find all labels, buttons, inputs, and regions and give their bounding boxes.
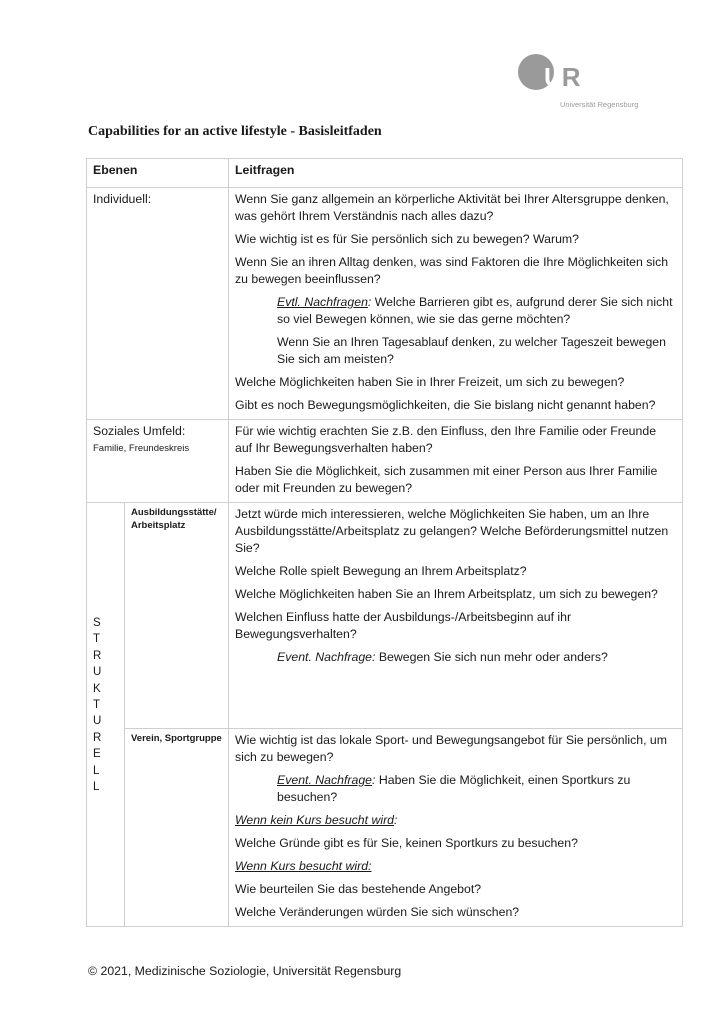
question: Wie beurteilen Sie das bestehende Angebot? <box>235 882 482 896</box>
label-arbeit: Ausbildungsstätte/ Arbeitsplatz <box>125 503 229 729</box>
question: Welche Möglichkeiten haben Sie in Ihrer Freizeit, um sich zu bewegen? <box>235 375 625 389</box>
vertical-letter: T <box>93 633 101 646</box>
vertical-letter: R <box>93 649 102 662</box>
question: Welche Veränderungen würden Sie sich wünschen? <box>235 905 520 919</box>
questions-individuell <box>229 188 683 420</box>
vertical-letter: L <box>93 781 100 794</box>
header-leitfragen: Leitfragen <box>229 159 683 188</box>
condition-label: Wenn kein Kurs besucht wird: <box>235 813 398 827</box>
vertical-letter: K <box>93 682 101 695</box>
footer-copyright: © 2021, Medizinische Soziologie, Universität Regensburg <box>88 964 402 978</box>
question: Für wie wichtig erachten Sie z.B. den Einfluss, den Ihre Familie oder Freunde auf Ihr Bewegungsverhalten haben? <box>235 424 657 455</box>
question: Wenn Sie ganz allgemein an körperliche Aktivität bei Ihrer Altersgruppe denken, was gehört Ihrem Verständnis nach alles dazu? <box>235 192 669 223</box>
vertical-letters <box>87 503 124 795</box>
question: Welche Möglichkeiten haben Sie an Ihrem Arbeitsplatz, um sich zu bewegen? <box>235 587 658 601</box>
logo-letters: UR <box>544 62 580 92</box>
followup-question: Event. Nachfrage: Haben Sie die Möglichkeit, einen Sportkurs zu besuchen? <box>277 773 631 804</box>
vertical-letter: E <box>93 748 101 761</box>
followup-question: Evtl. Nachfragen: Welche Barrieren gibt es, aufgrund derer Sie sich nicht so viel Bewegen können, wie sie das gerne möchten? <box>277 295 673 326</box>
vertical-letter: L <box>93 764 100 777</box>
question: Wie wichtig ist das lokale Sport- und Bewegungsangebot für Sie persönlich, um sich zu bewegen? <box>235 733 667 764</box>
vertical-letter: S <box>93 617 101 629</box>
question: Gibt es noch Bewegungsmöglichkeiten, die Sie bislang nicht genannt haben? <box>235 398 656 412</box>
label-individuell: Individuell: <box>87 188 229 420</box>
header-ebenen: Ebenen <box>87 159 229 188</box>
vertical-letter: R <box>93 731 102 744</box>
university-logo <box>516 52 646 112</box>
question: Welche Gründe gibt es für Sie, keinen Sportkurs zu besuchen? <box>235 836 578 850</box>
questions-verein <box>229 729 683 927</box>
vertical-letter: T <box>93 699 101 712</box>
row-arbeit <box>87 503 683 729</box>
row-individuell <box>87 188 683 420</box>
guide-table <box>86 158 683 927</box>
vertical-letter: U <box>93 715 102 728</box>
label-sozial: Soziales Umfeld: Familie, Freundeskreis <box>87 420 229 503</box>
questions-sozial <box>229 420 683 503</box>
label-strukturell-vertical <box>87 503 125 927</box>
vertical-letter: U <box>93 666 102 679</box>
questions-arbeit <box>229 503 683 729</box>
row-sozial <box>87 420 683 503</box>
label-verein: Verein, Sportgruppe <box>125 729 229 927</box>
table-header-row <box>87 159 683 188</box>
question: Jetzt würde mich interessieren, welche Möglichkeiten Sie haben, um an Ihre Ausbildungsstätte/Arbeitsplatz zu gelangen? Welche Beförderungsmittel nutzen Sie? <box>235 507 669 555</box>
followup-question: Wenn Sie an Ihren Tagesablauf denken, zu welcher Tageszeit bewegen Sie sich am meisten? <box>277 335 666 366</box>
logo-subtitle: Universität Regensburg <box>560 100 639 109</box>
question: Wenn Sie an ihren Alltag denken, was sind Faktoren die Ihre Möglichkeiten sich zu bewegen beeinflussen? <box>235 255 669 286</box>
document-title: Capabilities for an active lifestyle - Basisleitfaden <box>88 124 382 139</box>
sublabel-sozial: Familie, Freundeskreis <box>93 443 190 454</box>
condition-label: Wenn Kurs besucht wird: <box>235 859 372 873</box>
question: Welchen Einfluss hatte der Ausbildungs-/Arbeitsbeginn auf ihr Bewegungsverhalten? <box>235 610 572 641</box>
question: Welche Rolle spielt Bewegung an Ihrem Arbeitsplatz? <box>235 564 527 578</box>
question: Wie wichtig ist es für Sie persönlich sich zu bewegen? Warum? <box>235 232 580 246</box>
followup-question: Event. Nachfrage: Bewegen Sie sich nun mehr oder anders? <box>277 650 608 664</box>
row-verein <box>87 729 683 927</box>
question: Haben Sie die Möglichkeit, sich zusammen mit einer Person aus Ihrer Familie oder mit Freunden zu bewegen? <box>235 464 658 495</box>
